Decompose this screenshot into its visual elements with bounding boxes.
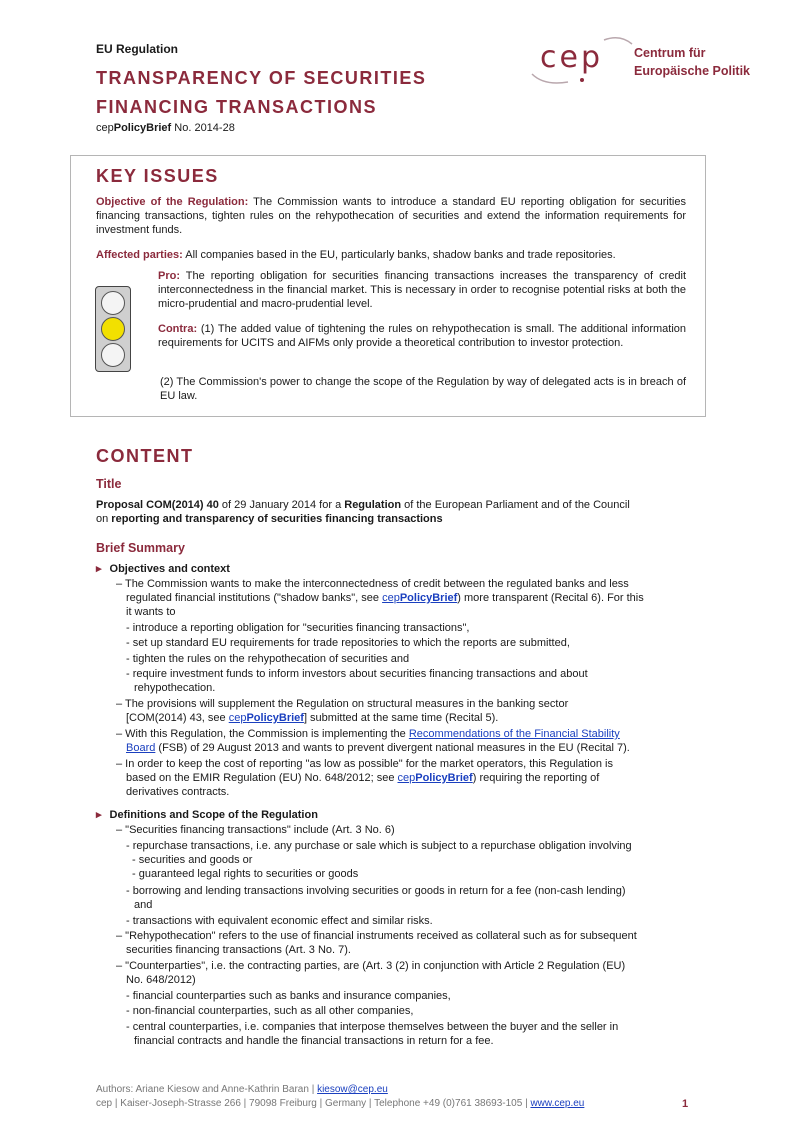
b1-l10-text-b: ] submitted at the same time (Recital 5). <box>303 712 499 724</box>
affected-label: Affected parties: <box>96 249 183 261</box>
contra-label: Contra: <box>158 323 198 335</box>
email-link[interactable]: kiesow@cep.eu <box>317 1084 388 1095</box>
title-subheading: Title <box>96 477 122 491</box>
contra-text: (1) The added value of tightening the rules on rehypothecation is small. The additional information requirements for UCITS and AIFMs only provide a theoretical contribution to investor protection. <box>158 323 686 349</box>
b2-line-5: - borrowing and lending transactions involving securities or goods in return for a fee (non-cash lending) <box>126 885 626 897</box>
b1-line-10 <box>126 711 686 725</box>
policy-brief-link-3[interactable] <box>398 772 473 784</box>
b2-line-13: - non-financial counterparties, such as all other companies, <box>126 1005 414 1017</box>
address-text: cep | Kaiser-Joseph-Strasse 266 | 79098 Freiburg | Germany | Telephone +49 (0)761 38693-105 | <box>96 1098 531 1109</box>
brief-no: No. 2014-28 <box>171 122 235 134</box>
link-policybrief: PolicyBrief <box>415 772 473 784</box>
link-policybrief: PolicyBrief <box>246 712 304 724</box>
b2-line-14: - central counterparties, i.e. companies that interpose themselves between the buyer and the seller in <box>126 1021 619 1033</box>
policy-brief-link-2[interactable] <box>229 712 304 724</box>
bullet-objectives: ▸ Objectives and context <box>96 562 230 575</box>
fsb-recommendations-link[interactable]: Recommendations of the Financial Stability <box>408 728 620 740</box>
affected-paragraph <box>96 248 686 262</box>
b2-line-4: - guaranteed legal rights to securities or goods <box>132 868 359 880</box>
pro-label: Pro: <box>158 270 180 282</box>
website-link[interactable]: www.cep.eu <box>530 1098 585 1109</box>
policy-brief-link-1[interactable] <box>382 592 457 604</box>
traffic-light-top <box>101 291 125 315</box>
b2-line-11: No. 648/2012) <box>126 974 196 986</box>
logo-cep-text: cep <box>540 40 603 75</box>
b2-line-12: - financial counterparties such as banks and insurance companies, <box>126 990 451 1002</box>
title-line-1-text <box>96 498 686 512</box>
b1-line-9: – The provisions will supplement the Regulation on structural measures in the banking sector <box>116 698 569 710</box>
b1-line-8: rehypothecation. <box>134 682 216 694</box>
b1-line-11 <box>116 727 686 741</box>
title-subject-bold: reporting and transparency of securities financing transactions <box>111 513 443 525</box>
objective-paragraph <box>96 195 686 237</box>
b1-l14-text-b: ) requiring the reporting of <box>472 772 600 784</box>
b2-line-1: – "Securities financing transactions" include (Art. 3 No. 6) <box>116 824 395 836</box>
proposal-rest: of the European Parliament and of the Council <box>401 499 630 511</box>
objective-text: The Commission wants to introduce a standard EU reporting obligation for securities financing transactions, tighten rules on the rehypothecation of securities and extend the information requirements for investment funds. <box>96 196 686 236</box>
b1-l10-text-a: [COM(2014) 43, see <box>126 712 229 724</box>
b2-line-9: securities financing transactions (Art. 3 No. 7). <box>126 944 351 956</box>
b1-line-15: derivatives contracts. <box>126 786 230 798</box>
logo-line-2: Europäische Politik <box>634 64 751 78</box>
b2-line-2: - repurchase transactions, i.e. any purchase or sale which is subject to a repurchase obligation involving <box>126 840 632 852</box>
b1-l11-text: – With this Regulation, the Commission is implementing the <box>116 728 409 740</box>
link-policybrief: PolicyBrief <box>399 592 458 604</box>
objective-label: Objective of the Regulation: <box>96 196 249 208</box>
b2-line-10: – "Counterparties", i.e. the contracting parties, are (Art. 3 (2) in conjunction with Article 2 Regulation (EU) <box>116 960 626 972</box>
footer-address <box>96 1098 584 1109</box>
affected-text: All companies based in the EU, particularly banks, shadow banks and trade repositories. <box>182 249 616 261</box>
b1-line-12 <box>126 741 686 755</box>
b1-line-7: - require investment funds to inform investors about securities financing transactions and about <box>126 668 588 680</box>
title-line-2: FINANCING TRANSACTIONS <box>96 97 377 117</box>
title-line-1: TRANSPARENCY OF SECURITIES <box>96 68 427 88</box>
b1-line-2 <box>126 591 686 605</box>
traffic-light-icon <box>95 286 131 372</box>
link-cep: cep <box>397 772 416 784</box>
link-cep: cep <box>228 712 247 724</box>
contra-2-paragraph: (2) The Commission's power to change the scope of the Regulation by way of delegated acts is in breach of EU law. <box>160 376 686 402</box>
b1-l2-text-b: ) more transparent (Recital 6). For this <box>457 592 644 604</box>
policy-brief-number <box>96 122 235 134</box>
regulation-bold: Regulation <box>344 499 402 511</box>
b2-line-8: – "Rehypothecation" refers to the use of financial instruments received as collateral such as for subsequent <box>116 930 637 942</box>
b2-line-3: - securities and goods or <box>132 854 253 866</box>
b2-line-15: financial contracts and handle the financial transactions in return for a fee. <box>134 1035 494 1047</box>
b1-line-4: - introduce a reporting obligation for "securities financing transactions", <box>126 622 470 634</box>
proposal-bold: Proposal COM(2014) 40 <box>96 499 219 511</box>
pro-text: The reporting obligation for securities financing transactions increases the transparency of credit interconnectedness in the financial market. This is necessary in order to recognise potential risks at both the micro-prudential and macro-prudential level. <box>158 270 686 310</box>
b1-line-3: it wants to <box>126 606 176 618</box>
eu-regulation-label: EU Regulation <box>96 42 179 56</box>
contra-paragraph <box>158 322 686 350</box>
b1-line-14 <box>126 771 686 785</box>
b2-line-6: and <box>134 899 153 911</box>
traffic-light-middle <box>101 317 125 341</box>
b1-l12-text: (FSB) of 29 August 2013 and wants to prevent divergent national measures in the EU (Recital 7). <box>155 742 630 754</box>
page-number: 1 <box>682 1098 689 1110</box>
traffic-light-bottom <box>101 343 125 367</box>
b1-l2-text-a: regulated financial institutions ("shadow banks", see <box>126 592 383 604</box>
logo-name <box>634 44 750 80</box>
proposal-text: of 29 January 2014 for a <box>218 499 345 511</box>
b1-line-1: – The Commission wants to make the interconnectedness of credit between the regulated banks and less <box>116 578 629 590</box>
b1-line-13: – In order to keep the cost of reporting "as low as possible" for the market operators, this Regulation is <box>116 758 613 770</box>
logo-line-1: Centrum für <box>634 46 706 60</box>
title-line-2-text <box>96 512 686 526</box>
b2-line-7: - transactions with equivalent economic effect and similar risks. <box>126 915 433 927</box>
title-on: on <box>96 513 112 525</box>
brief-bold: PolicyBrief <box>113 122 172 134</box>
brief-summary-subheading: Brief Summary <box>96 541 185 555</box>
link-cep: cep <box>382 592 400 604</box>
key-issues-heading: KEY ISSUES <box>96 166 219 186</box>
fsb-board-link[interactable]: Board <box>126 742 156 754</box>
b1-line-5: - set up standard EU requirements for trade repositories to which the reports are submitted, <box>126 637 570 649</box>
authors-text: Authors: Ariane Kiesow and Anne-Kathrin Baran | <box>96 1084 318 1095</box>
b1-line-6: - tighten the rules on the rehypothecation of securities and <box>126 653 410 665</box>
bullet-definitions: ▸ Definitions and Scope of the Regulation <box>96 808 318 821</box>
document-title <box>96 64 426 122</box>
b1-l14-text-a: based on the EMIR Regulation (EU) No. 648/2012; see <box>126 772 398 784</box>
footer-authors <box>96 1084 388 1095</box>
brief-prefix: cep <box>96 122 114 134</box>
pro-paragraph <box>158 269 686 311</box>
content-heading: CONTENT <box>96 446 194 466</box>
